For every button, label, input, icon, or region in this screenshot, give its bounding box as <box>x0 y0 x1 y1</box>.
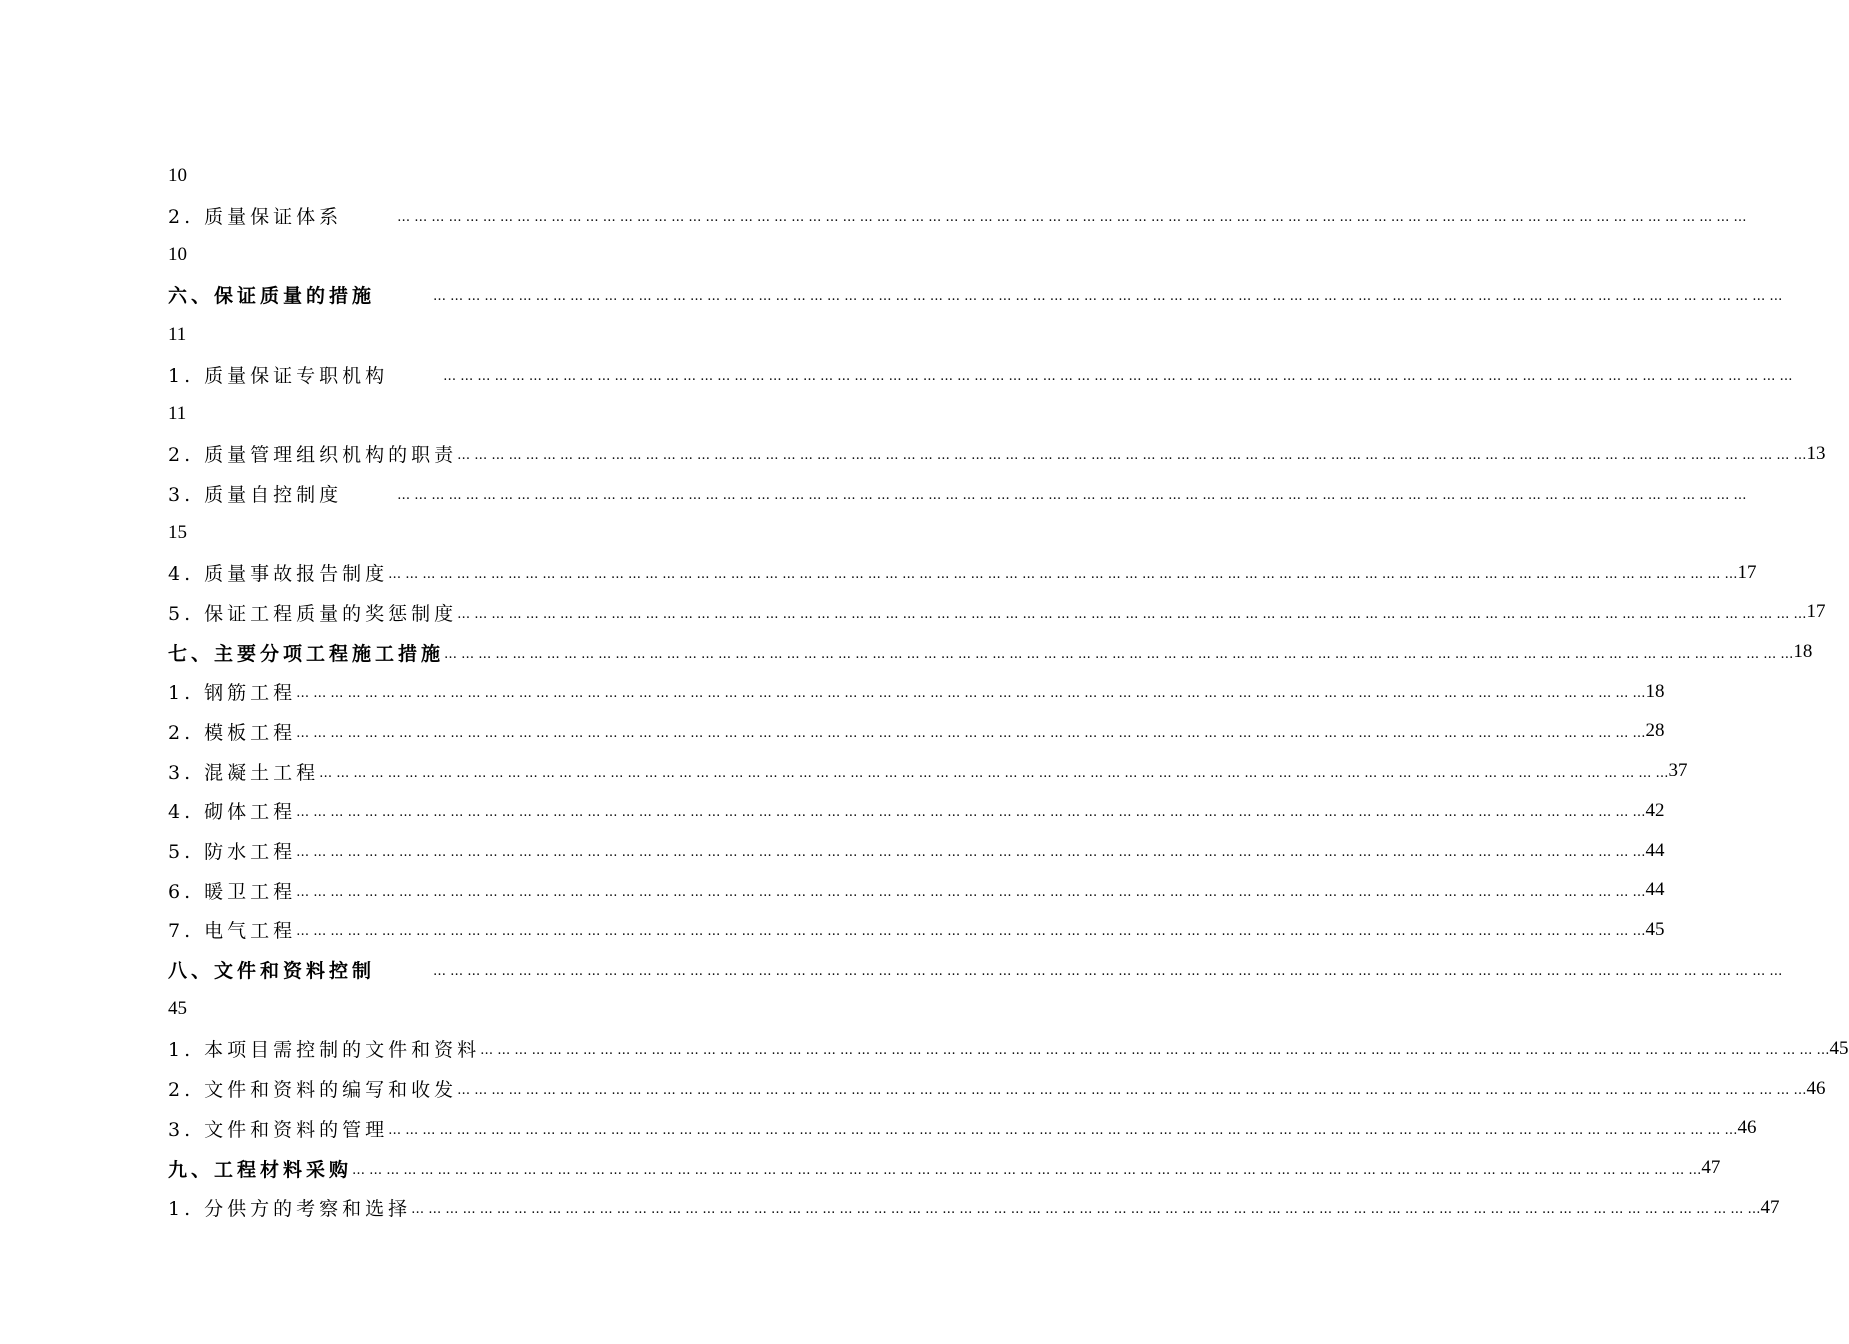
toc-leader-dots: … … … … … … … … … … … … … … … … … … … … … … … … … … … … … … … … … … … … … … … … … … … … … … … … … … … … … … … … … … … … … … … … … … … … … … … … … … … … … … … <box>397 487 1747 503</box>
toc-entry <box>168 1069 1826 1109</box>
toc-leader-dots: … … … … … … … … … … … … … … … … … … … … … … … … … … … … … … … … … … … … … … … … … … … … … … … … … … … … … … … … … … … … … … … … … … … … … … … … … … … … … … … <box>480 1043 1830 1059</box>
toc-entry <box>168 870 1665 910</box>
toc-entry <box>168 712 1665 752</box>
toc-entry-page: 42 <box>1645 799 1665 821</box>
toc-entry-page: 46 <box>1737 1117 1757 1139</box>
toc-leader-dots: … … … … … … … … … … … … … … … … … … … … … … … … … … … … … … … … … … … … … … … … … … … … … … … … … … … … … … … … … … … … … … … … … … … … … … … … … … … … … … … <box>397 210 1747 226</box>
toc-page-number-line <box>168 315 824 355</box>
toc-entry-label: 九、工程材料采购 <box>168 1158 353 1181</box>
toc-entry-label: 1. 钢筋工程 <box>168 682 297 705</box>
toc-leader-dots: … … … … … … … … … … … … … … … … … … … … … … … … … … … … … … … … … … … … … … … … … … … … … … … … … … … … … … … … … … … … … … … … … … … … … … … … … … … … … … … <box>319 765 1669 781</box>
toc-entry <box>168 791 1665 831</box>
toc-entry-label: 2. 文件和资料的编写和收发 <box>168 1079 458 1102</box>
toc-leader-dots: … … … … … … … … … … … … … … … … … … … … … … … … … … … … … … … … … … … … … … … … … … … … … … … … … … … … … … … … … … … … … … … … … … … … … … … … … … … … … … … <box>352 1162 1702 1178</box>
toc-leader-dots: … … … … … … … … … … … … … … … … … … … … … … … … … … … … … … … … … … … … … … … … … … … … … … … … … … … … … … … … … … … … … … … … … … … … … … … … … … … … … … … <box>433 964 1783 980</box>
toc-entry-label: 1. 本项目需控制的文件和资料 <box>168 1039 481 1062</box>
toc-leader-dots: … … … … … … … … … … … … … … … … … … … … … … … … … … … … … … … … … … … … … … … … … … … … … … … … … … … … … … … … … … … … … … … … … … … … … … … … … … … … … … … <box>296 924 1646 940</box>
toc-page-number: 11 <box>168 323 187 345</box>
toc-leader-dots: … … … … … … … … … … … … … … … … … … … … … … … … … … … … … … … … … … … … … … … … … … … … … … … … … … … … … … … … … … … … … … … … … … … … … … … … … … … … … … … <box>457 606 1807 622</box>
toc-leader-dots: … … … … … … … … … … … … … … … … … … … … … … … … … … … … … … … … … … … … … … … … … … … … … … … … … … … … … … … … … … … … … … … … … … … … … … … … … … … … … … … <box>296 884 1646 900</box>
toc-entry <box>168 553 1757 593</box>
toc-entry <box>168 1188 1780 1228</box>
toc-entry-label: 七、主要分项工程施工措施 <box>168 642 445 665</box>
toc-page-number-line <box>168 394 824 434</box>
toc-leader-dots: … … … … … … … … … … … … … … … … … … … … … … … … … … … … … … … … … … … … … … … … … … … … … … … … … … … … … … … … … … … … … … … … … … … … … … … … … … … … … … … <box>411 1202 1761 1218</box>
toc-page-number-line <box>168 513 824 553</box>
toc-entry <box>168 1109 1757 1149</box>
toc-entry-label: 八、文件和资料控制 <box>168 960 376 983</box>
toc-leader-dots: … … … … … … … … … … … … … … … … … … … … … … … … … … … … … … … … … … … … … … … … … … … … … … … … … … … … … … … … … … … … … … … … … … … … … … … … … … … … … … … <box>388 567 1738 583</box>
toc-leader-dots: … … … … … … … … … … … … … … … … … … … … … … … … … … … … … … … … … … … … … … … … … … … … … … … … … … … … … … … … … … … … … … … … … … … … … … … … … … … … … … … <box>296 686 1646 702</box>
toc-section-heading <box>168 950 1783 990</box>
toc-entry-label: 1. 质量保证专职机构 <box>168 364 389 387</box>
toc-leader-dots: … … … … … … … … … … … … … … … … … … … … … … … … … … … … … … … … … … … … … … … … … … … … … … … … … … … … … … … … … … … … … … … … … … … … … … … … … … … … … … … <box>296 725 1646 741</box>
toc-entry-label: 4. 质量事故报告制度 <box>168 563 389 586</box>
toc-entry-label: 5. 防水工程 <box>168 841 297 864</box>
toc-entry-page: 47 <box>1760 1196 1780 1218</box>
toc-entry <box>168 672 1665 712</box>
toc-entry-page: 18 <box>1793 641 1813 663</box>
toc-section-heading <box>168 275 1783 315</box>
toc-entry <box>168 434 1826 474</box>
toc-entry-page: 45 <box>1829 1037 1849 1059</box>
toc-entry-page: 45 <box>1645 918 1665 940</box>
toc-entry <box>168 831 1665 871</box>
toc-entry <box>168 474 1747 514</box>
toc-entry <box>168 196 1747 236</box>
toc-leader-dots: … … … … … … … … … … … … … … … … … … … … … … … … … … … … … … … … … … … … … … … … … … … … … … … … … … … … … … … … … … … … … … … … … … … … … … … … … … … … … … … <box>457 1083 1807 1099</box>
toc-entry-page: 17 <box>1737 561 1757 583</box>
toc-entry-label: 2. 模板工程 <box>168 721 297 744</box>
toc-leader-dots: … … … … … … … … … … … … … … … … … … … … … … … … … … … … … … … … … … … … … … … … … … … … … … … … … … … … … … … … … … … … … … … … … … … … … … … … … … … … … … … <box>296 845 1646 861</box>
toc-leader-dots: … … … … … … … … … … … … … … … … … … … … … … … … … … … … … … … … … … … … … … … … … … … … … … … … … … … … … … … … … … … … … … … … … … … … … … … … … … … … … … … <box>443 368 1793 384</box>
toc-leader-dots: … … … … … … … … … … … … … … … … … … … … … … … … … … … … … … … … … … … … … … … … … … … … … … … … … … … … … … … … … … … … … … … … … … … … … … … … … … … … … … … <box>457 448 1807 464</box>
toc-entry-label: 5. 保证工程质量的奖惩制度 <box>168 602 458 625</box>
toc-entry-page: 17 <box>1806 601 1826 623</box>
toc-entry-label: 1. 分供方的考察和选择 <box>168 1198 412 1221</box>
toc-entry-label: 2. 质量管理组织机构的职责 <box>168 444 458 467</box>
toc-entry <box>168 751 1688 791</box>
toc-leader-dots: … … … … … … … … … … … … … … … … … … … … … … … … … … … … … … … … … … … … … … … … … … … … … … … … … … … … … … … … … … … … … … … … … … … … … … … … … … … … … … … <box>444 646 1794 662</box>
toc-entry-label: 六、保证质量的措施 <box>168 285 376 308</box>
toc-leader-dots: … … … … … … … … … … … … … … … … … … … … … … … … … … … … … … … … … … … … … … … … … … … … … … … … … … … … … … … … … … … … … … … … … … … … … … … … … … … … … … … <box>296 805 1646 821</box>
toc-entry <box>168 593 1826 633</box>
toc-section-heading <box>168 1148 1721 1188</box>
toc-entry-page: 46 <box>1806 1077 1826 1099</box>
toc-entry-page: 18 <box>1645 680 1665 702</box>
toc-page-number: 10 <box>168 244 187 266</box>
toc-entry-page: 44 <box>1645 879 1665 901</box>
toc-section-heading <box>168 632 1813 672</box>
toc-entry-label: 2. 质量保证体系 <box>168 206 343 229</box>
toc-entry-page: 13 <box>1806 442 1826 464</box>
toc-entry-page: 44 <box>1645 839 1665 861</box>
toc-entry <box>168 354 1793 394</box>
toc-entry-label: 6. 暖卫工程 <box>168 880 297 903</box>
toc-entry-page: 28 <box>1645 720 1665 742</box>
toc-entry <box>168 1029 1849 1069</box>
toc-page-number: 45 <box>168 998 187 1020</box>
toc-page-number: 11 <box>168 402 187 424</box>
toc-entry-label: 4. 砌体工程 <box>168 801 297 824</box>
toc-entry-page: 37 <box>1668 760 1688 782</box>
toc-entry-page: 47 <box>1701 1157 1721 1179</box>
toc-entry-label: 3. 混凝土工程 <box>168 761 320 784</box>
toc-page-number: 15 <box>168 522 187 544</box>
table-of-contents <box>168 156 1849 1228</box>
toc-page-number-line <box>168 989 824 1029</box>
toc-page-number-line <box>168 235 824 275</box>
toc-leader-dots: … … … … … … … … … … … … … … … … … … … … … … … … … … … … … … … … … … … … … … … … … … … … … … … … … … … … … … … … … … … … … … … … … … … … … … … … … … … … … … … <box>388 1122 1738 1138</box>
toc-entry-label: 3. 质量自控制度 <box>168 483 343 506</box>
toc-page-number: 10 <box>168 164 187 186</box>
toc-page-number-line <box>168 156 824 196</box>
toc-entry <box>168 910 1665 950</box>
toc-entry-label: 7. 电气工程 <box>168 920 297 943</box>
toc-leader-dots: … … … … … … … … … … … … … … … … … … … … … … … … … … … … … … … … … … … … … … … … … … … … … … … … … … … … … … … … … … … … … … … … … … … … … … … … … … … … … … … <box>433 289 1783 305</box>
toc-entry-label: 3. 文件和资料的管理 <box>168 1118 389 1141</box>
